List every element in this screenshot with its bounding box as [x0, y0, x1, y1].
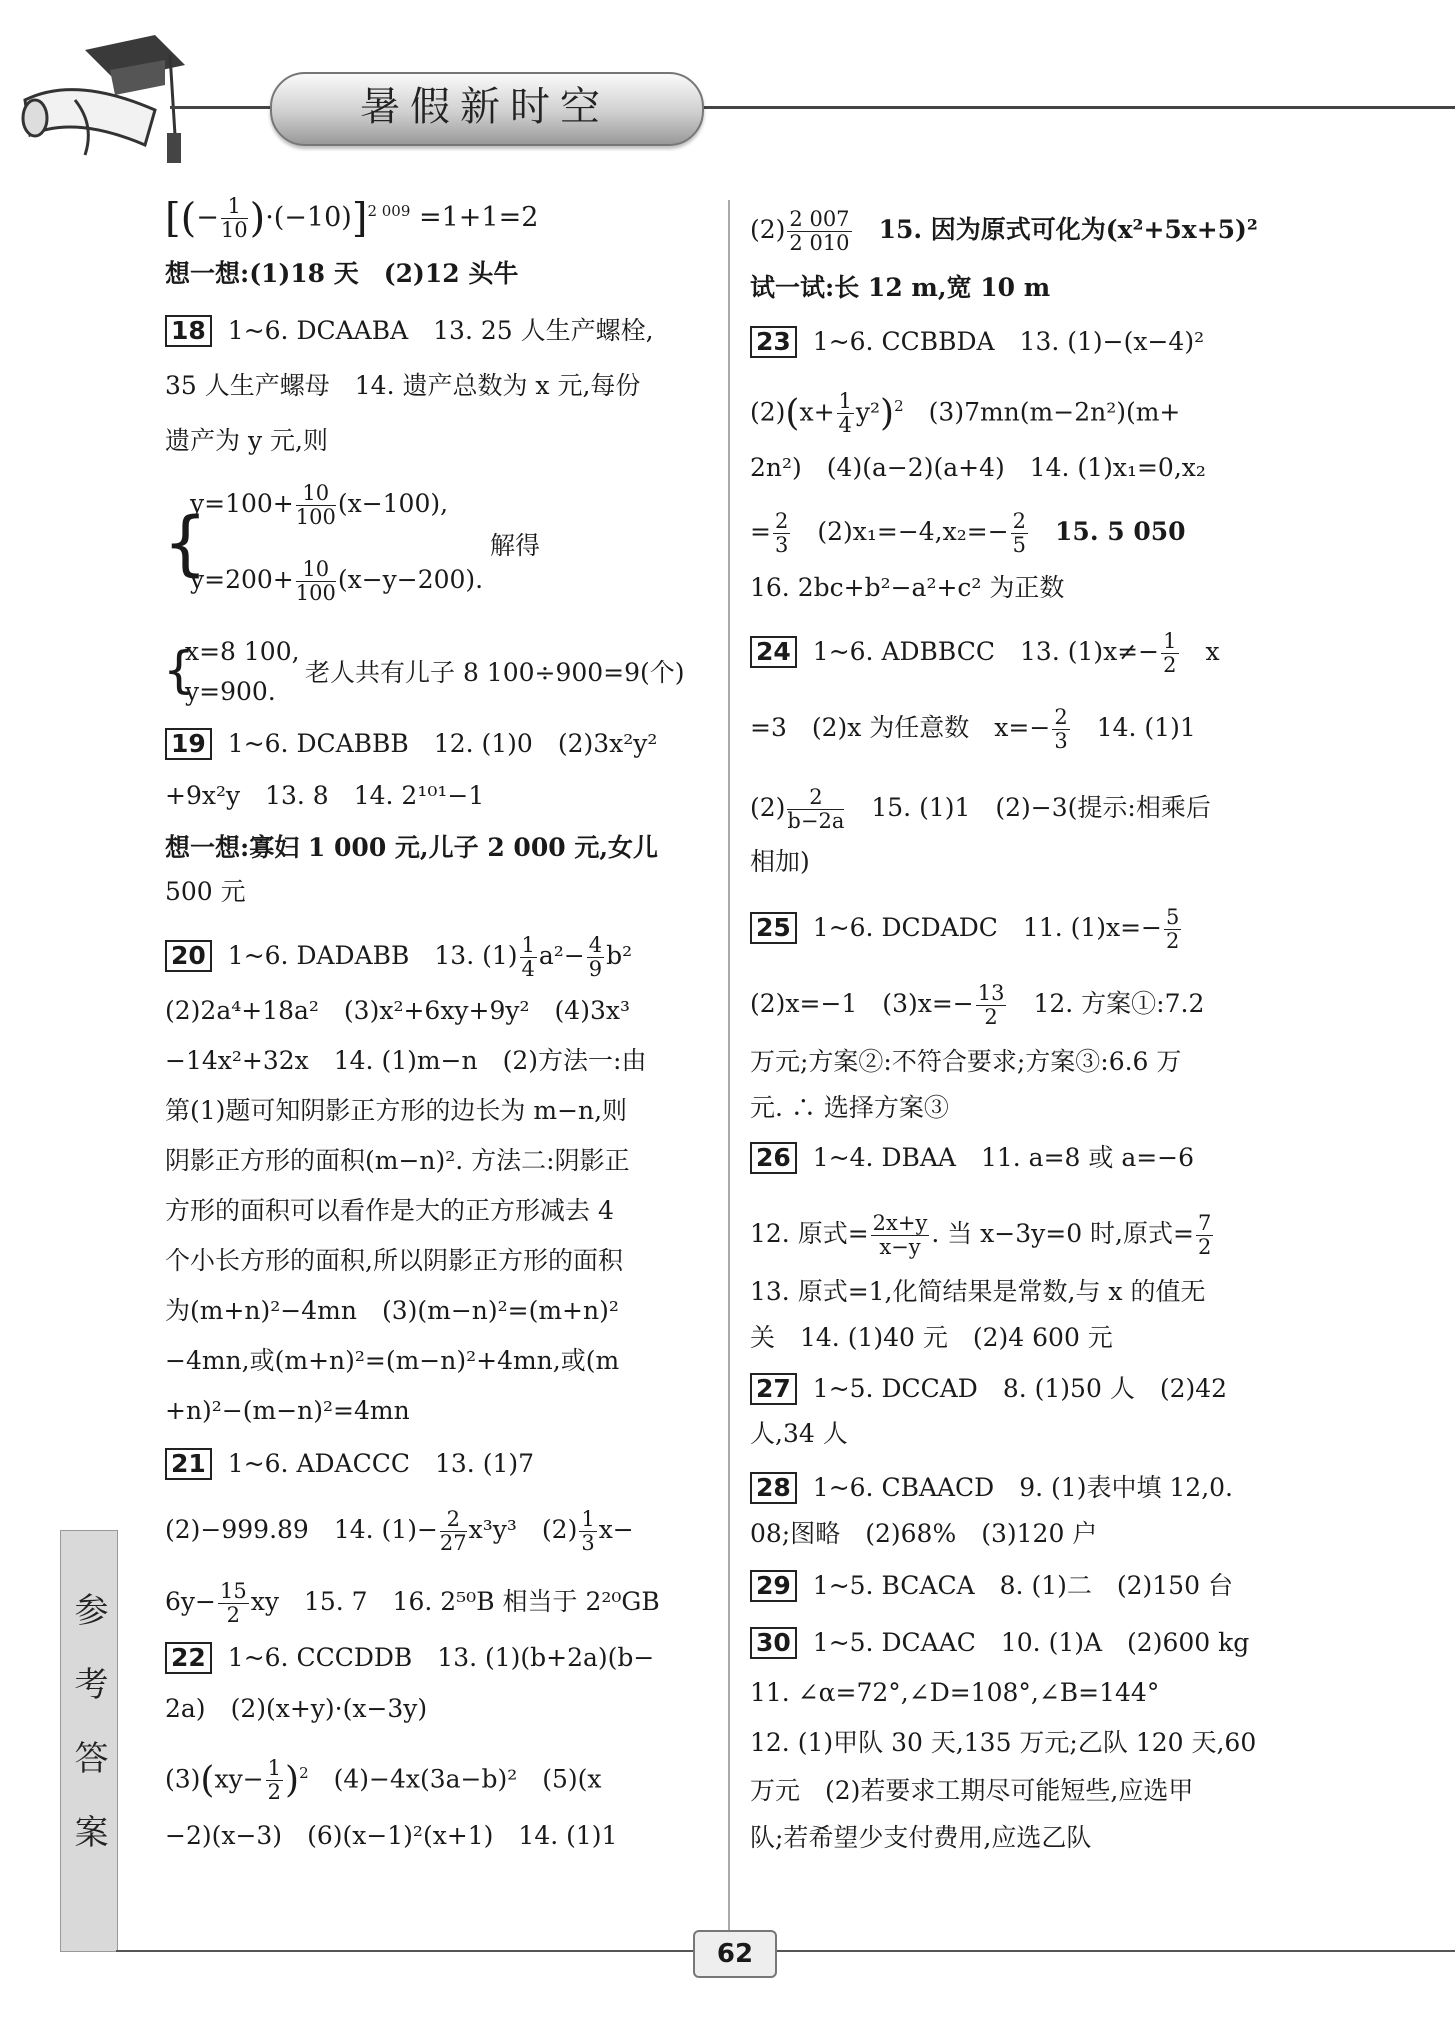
section-22-line-b: 2a) (2)(x+y)·(x−3y): [165, 1694, 428, 1723]
section-20-line-b: (2)2a⁴+18a² (3)x²+6xy+9y² (4)3x³: [165, 996, 630, 1025]
section-20-line-i: −4mn,或(m+n)²=(m−n)²+4mn,或(m: [165, 1346, 620, 1375]
section-30-line-c: 12. (1)甲队 30 天,135 万元;乙队 120 天,60: [750, 1728, 1257, 1757]
solution-x: x=8 100,: [185, 637, 300, 666]
section-19-line-b: +9x²y 13. 8 14. 2¹⁰¹−1: [165, 781, 485, 810]
section-28-line-a: 28 1~6. CBAACD 9. (1)表中填 12,0.: [750, 1472, 1233, 1504]
solution-y: y=900.: [185, 677, 276, 706]
section-30-line-d: 万元 (2)若要求工期尽可能短些,应选甲: [750, 1776, 1194, 1805]
footer-rule: [116, 1950, 1455, 1952]
section-23-line-c: 2n²) (4)(a−2)(a+4) 14. (1)x₁=0,x₂: [750, 453, 1206, 482]
section-number-27: 27: [750, 1373, 797, 1405]
section-20-line-d: 第(1)题可知阴影正方形的边长为 m−n,则: [165, 1096, 628, 1125]
section-25-line-d: 元. ∴ 选择方案③: [750, 1093, 949, 1122]
system-brace-2: {: [163, 641, 195, 699]
section-number-25: 25: [750, 912, 797, 944]
section-number-23: 23: [750, 326, 797, 358]
section-number-30: 30: [750, 1627, 797, 1659]
section-20-line-f: 方形的面积可以看作是大的正方形减去 4: [165, 1196, 614, 1225]
section-number-20: 20: [165, 940, 212, 972]
page-header-title: 暑假新时空: [360, 84, 610, 130]
section-21-line-b: (2)−999.89 14. (1)− $\frac{2}{27}$ x³y³ (2) $\frac{1}{3}$ x−: [165, 1507, 634, 1555]
section-28-line-b: 08;图略 (2)68% (3)120 户: [750, 1519, 1098, 1548]
section-21-line-a: 21 1~6. ADACCC 13. (1)7: [165, 1448, 534, 1480]
section-20-line-h: 为(m+n)²−4mn (3)(m−n)²=(m+n)²: [165, 1296, 619, 1325]
section-number-26: 26: [750, 1142, 797, 1174]
section-30-line-a: 30 1~5. DCAAC 10. (1)A (2)600 kg: [750, 1627, 1249, 1659]
side-tab-label: 参考答案: [68, 1592, 108, 1888]
section-18-note: 老人共有儿子 8 100÷900=9(个): [305, 658, 685, 687]
section-22-line-a: 22 1~6. CCCDDB 13. (1)(b+2a)(b−: [165, 1642, 654, 1674]
graduation-cap-scroll-icon: [15, 15, 205, 175]
section-24-line-d: 相加): [750, 847, 810, 876]
section-number-29: 29: [750, 1570, 797, 1602]
section-26-line-c: 13. 原式=1,化简结果是常数,与 x 的值无: [750, 1277, 1206, 1306]
section-20-line-a: 20 1~6. DADABB 13. (1) $\frac{1}{4}$ a²− $\frac{4}{9}$ b²: [165, 934, 632, 981]
page-number: 62: [693, 1930, 777, 1978]
column-divider: [728, 200, 730, 1945]
section-24-line-a: 24 1~6. ADBBCC 13. (1)x≠− $\frac{1}{2}$ x: [750, 630, 1220, 677]
section-number-21: 21: [165, 1448, 212, 1480]
section-23-line-a: 23 1~6. CCBBDA 13. (1)−(x−4)²: [750, 326, 1204, 358]
section-18-line-b: 35 人生产螺母 14. 遗产总数为 x 元,每份: [165, 371, 641, 400]
equation-1: y=100+ $\frac{10}{100}$ (x−100),: [190, 481, 449, 529]
section-19-line-d: 500 元: [165, 877, 246, 906]
section-30-line-e: 队;若希望少支付费用,应选乙队: [750, 1823, 1092, 1852]
section-23-line-d: = $\frac{2}{3}$ (2)x₁=−4,x₂=− $\frac{2}{5}$ 15. 5 050: [750, 509, 1186, 557]
think-1: 想一想:(1)18 天 (2)12 头牛: [165, 259, 519, 288]
section-number-22: 22: [165, 1642, 212, 1674]
section-18-line-c: 遗产为 y 元,则: [165, 426, 328, 455]
left-line-1: [(− $\frac{1}{10}$ )·(−10)]$^{2 009}$ =1+1=2: [165, 194, 539, 242]
section-number-18: 18: [165, 315, 212, 347]
section-25-line-c: 万元;方案②:不符合要求;方案③:6.6 万: [750, 1047, 1182, 1076]
section-26-line-a: 26 1~4. DBAA 11. a=8 或 a=−6: [750, 1142, 1194, 1174]
section-18-line-a: 18 1~6. DCAABA 13. 25 人生产螺栓,: [165, 315, 654, 347]
section-19-line-c: 想一想:寡妇 1 000 元,儿子 2 000 元,女儿: [165, 833, 659, 862]
try-it: 试一试:长 12 m,宽 10 m: [750, 273, 1051, 302]
section-20-line-j: +n)²−(m−n)²=4mn: [165, 1396, 410, 1425]
section-23-line-b: (2)(x+ $\frac{1}{4}$ y²)$^2$ (3)7mn(m−2n²)(m+: [750, 389, 1181, 438]
section-22-line-c: (3)(xy− $\frac{1}{2}$ )$^2$ (4)−4x(3a−b)² (5)(x: [165, 1756, 602, 1805]
section-26-line-d: 关 14. (1)40 元 (2)4 600 元: [750, 1323, 1113, 1352]
section-21-line-c: 6y− $\frac{15}{2}$ xy 15. 7 16. 2⁵⁰B 相当于 2²⁰GB: [165, 1579, 660, 1627]
section-20-line-g: 个小长方形的面积,所以阴影正方形的面积: [165, 1246, 623, 1275]
section-number-28: 28: [750, 1472, 797, 1504]
section-25-line-a: 25 1~6. DCDADC 11. (1)x=− $\frac{5}{2}$: [750, 906, 1183, 953]
solve-label: 解得: [490, 531, 541, 560]
section-23-line-e: 16. 2bc+b²−a²+c² 为正数: [750, 573, 1065, 602]
section-20-line-e: 阴影正方形的面积(m−n)². 方法二:阴影正: [165, 1146, 630, 1175]
section-26-line-b: 12. 原式= $\frac{2x+y}{x-y}$ . 当 x−3y=0 时,原式= $\frac{7}{2}$: [750, 1211, 1212, 1259]
section-29-line-a: 29 1~5. BCACA 8. (1)二 (2)150 台: [750, 1570, 1233, 1602]
section-24-line-c: (2) $\frac{2}{b-2a}$ 15. (1)1 (2)−3(提示:相乘后: [750, 785, 1211, 833]
section-27-line-a: 27 1~5. DCCAD 8. (1)50 人 (2)42: [750, 1373, 1227, 1405]
section-22-line-d: −2)(x−3) (6)(x−1)²(x+1) 14. (1)1: [165, 1821, 618, 1850]
section-number-24: 24: [750, 636, 797, 668]
section-19-line-a: 19 1~6. DCABBB 12. (1)0 (2)3x²y²: [165, 728, 657, 760]
right-line-1: (2) $\frac{2 007}{2 010}$ 15. 因为原式可化为(x²+5x+5)²: [750, 207, 1258, 255]
section-25-line-b: (2)x=−1 (3)x=− $\frac{13}{2}$ 12. 方案①:7.2: [750, 981, 1205, 1029]
section-24-line-b: =3 (2)x 为任意数 x=− $\frac{2}{3}$ 14. (1)1: [750, 705, 1196, 753]
section-27-line-b: 人,34 人: [750, 1419, 848, 1448]
section-30-line-b: 11. ∠α=72°,∠D=108°,∠B=144°: [750, 1678, 1160, 1707]
equation-2: y=200+ $\frac{10}{100}$ (x−y−200).: [190, 557, 484, 605]
system-brace-1: {: [163, 502, 208, 584]
section-number-19: 19: [165, 728, 212, 760]
section-20-line-c: −14x²+32x 14. (1)m−n (2)方法一:由: [165, 1046, 647, 1075]
